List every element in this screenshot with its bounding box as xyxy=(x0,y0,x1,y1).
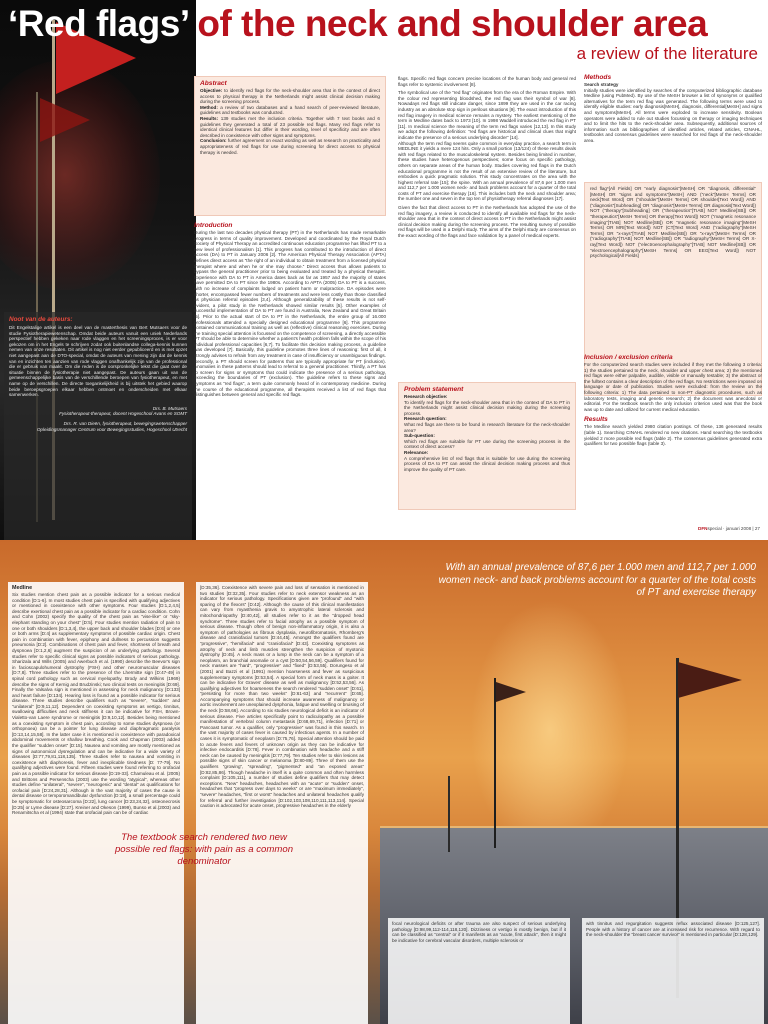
introduction-text: During the last two decades physical therapy (PT) in the Netherlands has made remarkable progress in terms of quality improvement. Developed and coordinated by the Royal Dutch Society of Physical Therapy an accredited continuous education programme has lifted PT to a new level of professionalism [1]. This progress has contributed to the introduction of direct access (DA) to PT in January 2006 [2]. The American Physical Therapy Association (APTA) defines direct access as “the right of an individual to obtain treatment from a licensed physical therapist where and when he or she may choose.” Direct access thus allows patients to bypass the general practitioner prior to being evaluated and treated by a physical therapist. Experience with DA to PT in America dates back as far as 1957 and the majority of states have permitted DA to PT since the 1980s. According to APTA (2005) DA to PT is a success, with no increase of complaints lodged on patient harm or malpractice. DA episodes were shorter, encompassed fewer numbers of treatments and were less costly than those classified as physician referral episodes [3,4]. Although generalizability of these results is not self-evident, a pilot study in the Netherlands showed similar results [5]. Other examples of successful implementation of DA to PT are found in Australia, New Zealand and Great Britain [5]. Prior to the actual start of DA to PT in the Netherlands, the entire group of 16.000 professionals attended a specially designed educational programme [6]. This programme contained communicational training as well as (reflective) clinical reasoning exercises. During the training special attention is focussed on the competence of screening, a directly accessible PT should be able to determine whether a patient’s health problem falls within the scope of his individual professional capacities [6,7]. To facilitate this decision making process, a guideline was developed [7]. Basically, this guideline promotes three lines of reasoning: first of all, it strongly advises to refrain from any treatment in case of insufficiency or unambiguous findings. Secondly, a PT should screen for patterns that are typically appropriate for PT (inclusion). Anomalies in these patterns should lead to referral to a general practitioner. Thirdly, a PT has to screen for signs or symptoms that could indicate the presence of a serious pathology, exceeding the boundaries of PT (exclusion). The guideline refers to these signs and symptoms as “red flags”, a term quite commonly heard of in contemporary medicine. During the course of the educational programme, all therapists received a list of red flags that distinguishes between general and specific red flags. xyxy=(194,230,386,398)
results-heading: Results xyxy=(584,416,608,424)
abstract-box xyxy=(194,76,386,216)
title-part-2: of the neck and shoulder area xyxy=(187,3,708,44)
inclusion-heading: Inclusion / exclusion criteria xyxy=(584,354,673,361)
abstract-heading: Abstract xyxy=(200,80,227,87)
middle-text-4: Given the fact that direct access to PT in the Netherlands has adopted the use of the red flag imagery, a review is conducted to identify all available red flags for the neck-shoulder area that in the context of direct access to PT in the Netherlands might assist clinical decision making during the screening process. The resulting survey of possible red flags will be used in a Delphi study. The aims of the Delphi study are consensus on the exact wording of the flags and face validation by a panel of medical experts. xyxy=(398,205,576,239)
methods-text: Initially studies were identified by searches of the computerized bibliographic database Medline (using PubMed). By use of the MeSH browser a list of synonyms or qualified alternatives for the term red flag was generated. The following terms were used to identify eligible studies: early diagnosis[MeSH], diagnosis, differential[MeSH] and signs and symptoms[MeSH]. All terms were exploded to increase sensitivity. Boolean operators were added to rule out studies focussing on therapy or imaging techniques and to limit the hits to the neck-shoulder area. Subsequently, additional sources of information such as bibliographies of identified articles, related articles, CINAHL, textbooks and consensus guidelines were searched for red flags of the neck-shoulder area. xyxy=(584,87,762,143)
methods-section xyxy=(584,74,762,182)
page2-column-1 xyxy=(8,582,184,1024)
inclusion-section xyxy=(584,354,762,534)
article-title xyxy=(8,2,707,46)
problem-text: Research objective: To identify red flags for the neck-shoulder area that in the context of DA to PT in the Netherlands might assist clinical decision making during the screening process. Research question: What red flags are there to be found in research literature for the neck-shoulder area? Sub-question: Which red flags are suitable for PT use during the screening process in the context of direct access? Relevance: A comprehensive list of red flags that is suitable for use during the screening process of DA to PT can assist the clinical decision making process and thus improve the quality of PT care. xyxy=(404,394,570,472)
author-signature-1: Drs. B. Mutsaers Fysiotherapeut-therapeut, docent Hogeschool Avans en SOMT xyxy=(59,405,187,417)
page2-column-3 xyxy=(388,918,570,1024)
page2-column-4 xyxy=(582,918,764,1024)
search-strategy-heading: Search strategy xyxy=(584,82,619,87)
middle-text-1: flags. Specific red flags concern precise locations of the human body and general red flags refer to systemic involvement [8]. xyxy=(398,76,576,87)
search-query-text: red flag*[All Fields] OR "early diagnosis"[MeSH] OR "diagnosis, differential"[MeSH] OR "signs and symptoms"[MeSH] AND ("neck"[MeSH Terms] OR neck[Text Word] OR ("shoulder"[MeSH Terms] OR shoulder[Text Word]) AND ("diagnosis"[Subheading] OR "diagnosis"[MeSH Terms] OR diagnosis[Text Word]) NOT ("therapy"[Subheading] OR ("therapeutics"[TIAB] NOT Medline[SB]) OR "therapeutics"[MeSH Terms] OR therapy[Text Word]) NOT ("magnetic resonance imaging"[TIAB] NOT Medline[SB]) OR "magnetic resonance imaging"[MeSH Terms] OR MRI[Text Word]) NOT (CT[Text Word] AND ("radiography"[MeSH Terms] OR "x-rays"[TIAB] NOT Medline[SB]) OR "x-rays"[MeSH Terms] OR ("radiography"[TIAB] NOT Medline[SB]) OR "radiography"[MeSH Terms] OR X-ray[Text Word]) NOT ("electroencephalography"[TIAB] NOT Medline[SB]) OR "electroencephalography"[MeSH Terms] OR EEG[Text Word]) NOT psychological[All Fields] xyxy=(590,186,756,259)
author-note-box xyxy=(4,312,192,540)
title-part-1: ‘Red flags’ xyxy=(8,3,188,44)
page-footer: DFNspecial · januari 2008 | 27 xyxy=(698,526,760,531)
pull-quote-top: With an annual prevalence of 87,6 per 1.000 men and 112,7 per 1.000 women neck- and back problems account for a quarter of the total costs of PT and exercise therapy xyxy=(438,562,756,598)
page2-column-3-text: focal neurological deficits or after trauma are also suspect of serious underlying pathology [D:98,99,112-114,118,120]. Dizziness or vertigo is mostly benign, but if it can be classified as “central” or if it manifests as an “acute, first attack”, then it might be indicative for cerebral vascular disorders, multiple sclerosis or xyxy=(392,921,566,943)
middle-column xyxy=(398,76,576,366)
middle-text-3: Although the term red flag seems quite common in everyday practice, a search term in MEDLINE it yields a mere 124 hits. Only a small portion (13/124) of these results deals with red flags related to the musculoskeletal system. Besides being limited in number, these studies have heterogenous perspectives; some focus on specific pathology, others on separate areas of the human body. Studies covering red flags in the Dutch educational programme is not the result of an extensive review of the literature, but embodies a quick pragmatic solution. This study concentrates on the area with the highest referral rate [15]; the spine. With an annual prevalence of 87,6 per 1.000 men and 112,7 per 1.000 women neck- and back problems account for a quarter of the total costs of PT and exercise therapy [16]. This includes both the neck and shoulder area; the number one and seven in the top ten of physiotherapy referral diagnoses [17]. xyxy=(398,140,576,202)
author-signature-2: Drs. R. van Dieën, fysiotherapeut, bewegingswetenschapper Opleidingsmanager Centrum voor Bewegingsstudies, Hogeschool Utrecht xyxy=(36,420,187,432)
author-note-heading: Noot van de auteurs: xyxy=(9,316,73,323)
problem-statement-box xyxy=(398,382,576,510)
medline-heading: Medline xyxy=(12,585,33,591)
bottom-page xyxy=(0,540,768,1024)
page2-column-4-text: with tinnitus and regurgitation suggests reflux associated disease [D:125,127]. People with a history of cancer are at increased risk for recurrence. With regard to the neck-shoulder the “breast cancer survivor” is mentioned in particular [D:128,129]. xyxy=(586,921,760,938)
flag-silhouette-image xyxy=(678,662,742,698)
methods-heading: Methods xyxy=(584,74,612,81)
page2-column-2-text: [D:35,36]. Coexistence with severe pain and loss of sensation is mentioned in two studies [D:32,35]. Four studies refer to neck extensor weakness as an indicator for serious pathology. Specifications given are “profound” and “with sparing of the flexors” [D:42]. Although the cause of this clinical manifestation can vary from myasthenia gravis to amyotrophic lateral sclerosis and mitochondriopathy [D:40,42], all studies refer to it as the “dropped head syndrome”. Three studies refer to facial atrophy as a possible symptom of serious disease. Though often of benign non-inflammatory origin, it is also a symptom of pathologies as fibrous dysplasia, neurofibromatosis, Rhomberg's disease and craniofacial tumors [D:44,45]. Amongst the qualifiers found are “progressive”, “hemifacial” and “craniofacial” [D:43]. Coexisting symptoms as atrophy of neck and limb muscles strengthen the suspicion of myotonic dystrophy [D:45]. A neck mass or a lump in the neck can be a symptom of a neoplasm, an branchial anomalie or a cyst [D:50,54,56,59]. Qualifiers found for neck masses are “hard”, “progressive” and “fixed” [D:53,55]. Dorungeso et al (2001) and Bazzi et al (1991) mention hoarseness and fever as suspicious supplementary symptoms [D:53,54]. A special form of neck mass is a goiter. It can be indicative for Graves' disease as well as malignancy [D:52,53,56]. As qualifying adjectives for hoarseness the search rendered “sudden onset” [D:61], “persisting for more than two weeks” [D:61-63] and “recurrent” [D:65]. Accompanying symptoms that should increase awareness of malignancy or aortic involvement are unexplained dysphonia, fatigue and swelling or bruising of the neck [D:58,66]. According to six studies neurological deficit is an indicator of serious disease. Five articles specifically point to radiculopathy as a possible manifestation of vertebral column metastasis [D:68,69,71], infection [D:71] or Pancoast tumor. As a qualifier, only “progressive” was found in this search. In the vast majority of cases fever is caused by infectious agents. In a number of cases it is symptomatic of neoplasm [D:75,76]. Special attention should be paid to acute fevers and fevers of unknown origin as they can be indicative for infective endocarditis [D:78]. Fever in combination with headache and a stiff neck can be caused by meningitis [D:77,79]. Ten studies refer to skin lesions as possible signs of skin cancer or melanoma [D:80-89]. Three of them use the qualifiers “growing”, “spreading”, “pigmented” and “an exposed areas” [D:82,85,86]. Though headache in itself is a quite common and often harmless complaint [D:105,111], a number of studies define qualifiers that may detect exceptions. “New” headaches, headaches with an “acute” or “sudden” onset, headaches that “progress over days to weeks” or are “maximum immediately”, “severe” headaches, “first or worst” headaches and unilateral headaches qualify for referral and further investigation [D:102,103,108,110,111,113,114]. Special caution is advocated for acute onset, progressive headaches in the elderly xyxy=(200,585,364,809)
introduction-heading: Introduction xyxy=(194,222,233,229)
page2-column-2 xyxy=(196,582,368,1024)
pull-quote-middle: The textbook search rendered two new possible red flags: with pain as a common denominator xyxy=(114,832,294,867)
results-text: The Medline search yielded 2980 citation postings. Of these, 136 generated results (table 1). Searching CINAHL rendered no new citations. Hand searching the textbooks yielded 2 more possible red flags (table 2). The consensus guidelines generated extra qualifiers for two possible flags (table 3). xyxy=(584,424,762,447)
problem-heading: Problem statement xyxy=(404,386,464,393)
abstract-text: Objective: to identify red flags for the neck-shoulder area that in the context of direct access to physical therapy in the Netherlands might assist clinical decision making during the screening process. Method: a review of two databases and a hand search of peer-reviewed literature, guidelines and textbooks was conducted. Results: 139 studies met the inclusion criteria. Together with 7 text books and 6 guidelines they generated a total of 23 possible red flags. Many red flags refer to identical clinical features but differ in their wording, level of specificity and are often described in coexistence with other signs and symptoms. Conclusion: further agreement on exact wording as well as research on practicality and appropriateness of red flags for use during screening for direct access to physical therapy is needed. xyxy=(200,88,380,155)
introduction-section xyxy=(194,222,386,532)
middle-text-2: The symbolical use of the “red flag” originates from the era of the Roman Empire. With the colour red representing bloodshed, the red flag was their symbol of war [8]. Nowadays red flags still indicate danger, since 1899 they are used in the car racing industry as an absolute stop sign in perilous situations [9]. The exact introduction of this red flag imagery in medical science remains a mystery. The earliest mentioning of the term in Medline dates back to 1973 [10]. In 1998 Waddell introduced the red flag in PT [11]. In medical science the meaning of the term red flags varies [12,13]. In this study we adopt the following definition: “red flags are historical and clinical clues that might indicate the presence of a serious underlying disorder” [14]. xyxy=(398,90,576,140)
inclusion-text: For the computerized search studies were included if they met the following 3 criteria: 1) the studies pertained to the neck, shoulder and upper chest area; 2) the mentioned red flags were either palpable, audible, visible or manually testable; 3) the abstract or the fulltext contains a clear description of the red flags. No restrictions were imposed on language or date of publication. Studies were excluded: from the review on the following criteria: 1) The data pertained to non-PT diagnostic procedures, such as laboratory tests, imaging and genetic research; 2) the document was anecdotal or editorial. For the textbook search the only inclusion criterion used was that the book was up to date and utilized for current medical education. xyxy=(584,362,762,412)
author-note-text: Dit Engelstalige artikel is een deel van de masterthesis van Bert Mutsaers voor de studie Fysiotherapiewetenschap. Omdat beide auteurs vanuit een uniek Nederlands perspectief hebben gekeken naar rode vlaggen en het screeningsproces, is er voor gekozen om in het Engels te schrijven zodat ook buitenlandse collega-kennis kunnen nemen van onze resultaten. Dit artikel is nog niet eerder gepubliceerd en is met opzet niet aangepast aan de DTO-special, omdat de auteurs van mening zijn dat de kennis van en inzichten ten aanzien van rode vlaggen onafhankelijk zijn van de professional die er gebruik van maakt. Om die reden is de oorspronkelijke tekst die gaat over de situatie binnen de fysiotherapie niet aangepast. De auteurs gaan uit van de gemeenschappelijke basis van de verschillende beroepen van fysiotherapeut, en met name op de verschillen. De directe toegankelijkheid is bij uitstek het gebied waarop beide beroepsgroepen elkaar hebben ontmoet en onderscheiden met elkaar samenwerken. xyxy=(9,325,187,398)
page2-column-1-text: Six studies mention chest pain as a possible indicator for a serious medical condition [D:1-6]. In most studies chest pain is specified with qualifying adjectives or mentioned in coexistence with other symptoms. Four studies [D:1,2,4,5] describe exertional chest pain as a possible indicator for a cardiac condition. Cohn and Cohn (2002) specify the quality of the chest pain as “vise-like” or “sky-elephant standing on your chest” [D:5]. Four studies mention radiation of pain to one or both shoulders [D:1,3,4], the upper back and shoulder blades [D:6] or one or both arms [D:4] as supplementary symptoms of possible cardiac origin. Chest pain in combination with fever, epiphony and dullness to percussion suggests pneumonia [D:2]. Combinations of chest pain and fever, shortness of breath and dyspnoea [D:1,2,6] augment the suspicion of an underlying pathology. Several studies refer to specific clinical signs as possible indicators of serious pathology. Sharizala and Wills (2005) and Awerbuch et al. (1990) describe the Beevor's sign in facioscapulohumeral dystrophy (FSH) and other neuromuscular diseases [D:7,8]. Three studies refer to the presence of the Lhermitte sign [D:47-49] in spinal cord pathology such as cervical myelopathy. Brody and Wilkins (1969) describe the signs of Kernig and Brudzinski; two clinical tests on meningitis [D:69]. Finally the Valsalva sign is mentioned in assessing for neck malignancy [D:133] and heart failure [D:134]. Hearing loss is found as a possible indicator for serious disease. Three studies describe qualifiers such as “severe”, “sudden” and “unilateral” [D:9,11,12]. Dependent on coexisting symptoms as vertigo, tinnitus, swallowing difficulties and neck stiffness it can be indicative for FSH, Brown-Vialetto-van Laere syndrome or meningitis [D:9,10,12]. Besides being mentioned as a coexisting symptom in chest pain, according to some studies dyspnoea (or orthopnoea) can be a pointer for lung disease and diaphragmatic paralysis [D:13,14,15,58]. In the latter case it is mentioned in coexistence with paradoxical abdominal movements or shallow breathing. Cook and Chapman (2003) added the qualifier “sudden onset” [D:15]. Nausea and vomiting are mostly mentioned as signs of autonomical dysregulation and can be indicative for a wide variety of diseases [D:77,79,81,118,135]. Three studies refer to nausea and vomiting in coexistence with diaphoresis, fever and inexplicable tiredness [D: 77-79]. No qualifying adjectives were found. Fifteen studies were found referring to orofacial pain as a possible indicator for serious disease [D:19-33]. Chamuleau et al. (2005) and Brittons and Persenscha (2003) use the wording “atypical”, whereas other studies define “unilateral”, “severe”, “neurogenic” and “dental” as qualifications for orofacial pain [D:24,28,31]. Although in the vast majority of cases the cause is dental disease or temporomandibular dysfunction [D:18], a small percentage could be symptomatic for osteosarcoma [D:22], lung cancer [D:23,24,32], osteonecrosis [D:25] or Lyme disease [D:27]. Kreiner and Okeson (1999), Bunso et al.(2003) and Renamitscha et al (1994) state that orofacial pain can be of cardiac xyxy=(12,592,180,816)
article-subtitle: a review of the literature xyxy=(576,44,758,63)
